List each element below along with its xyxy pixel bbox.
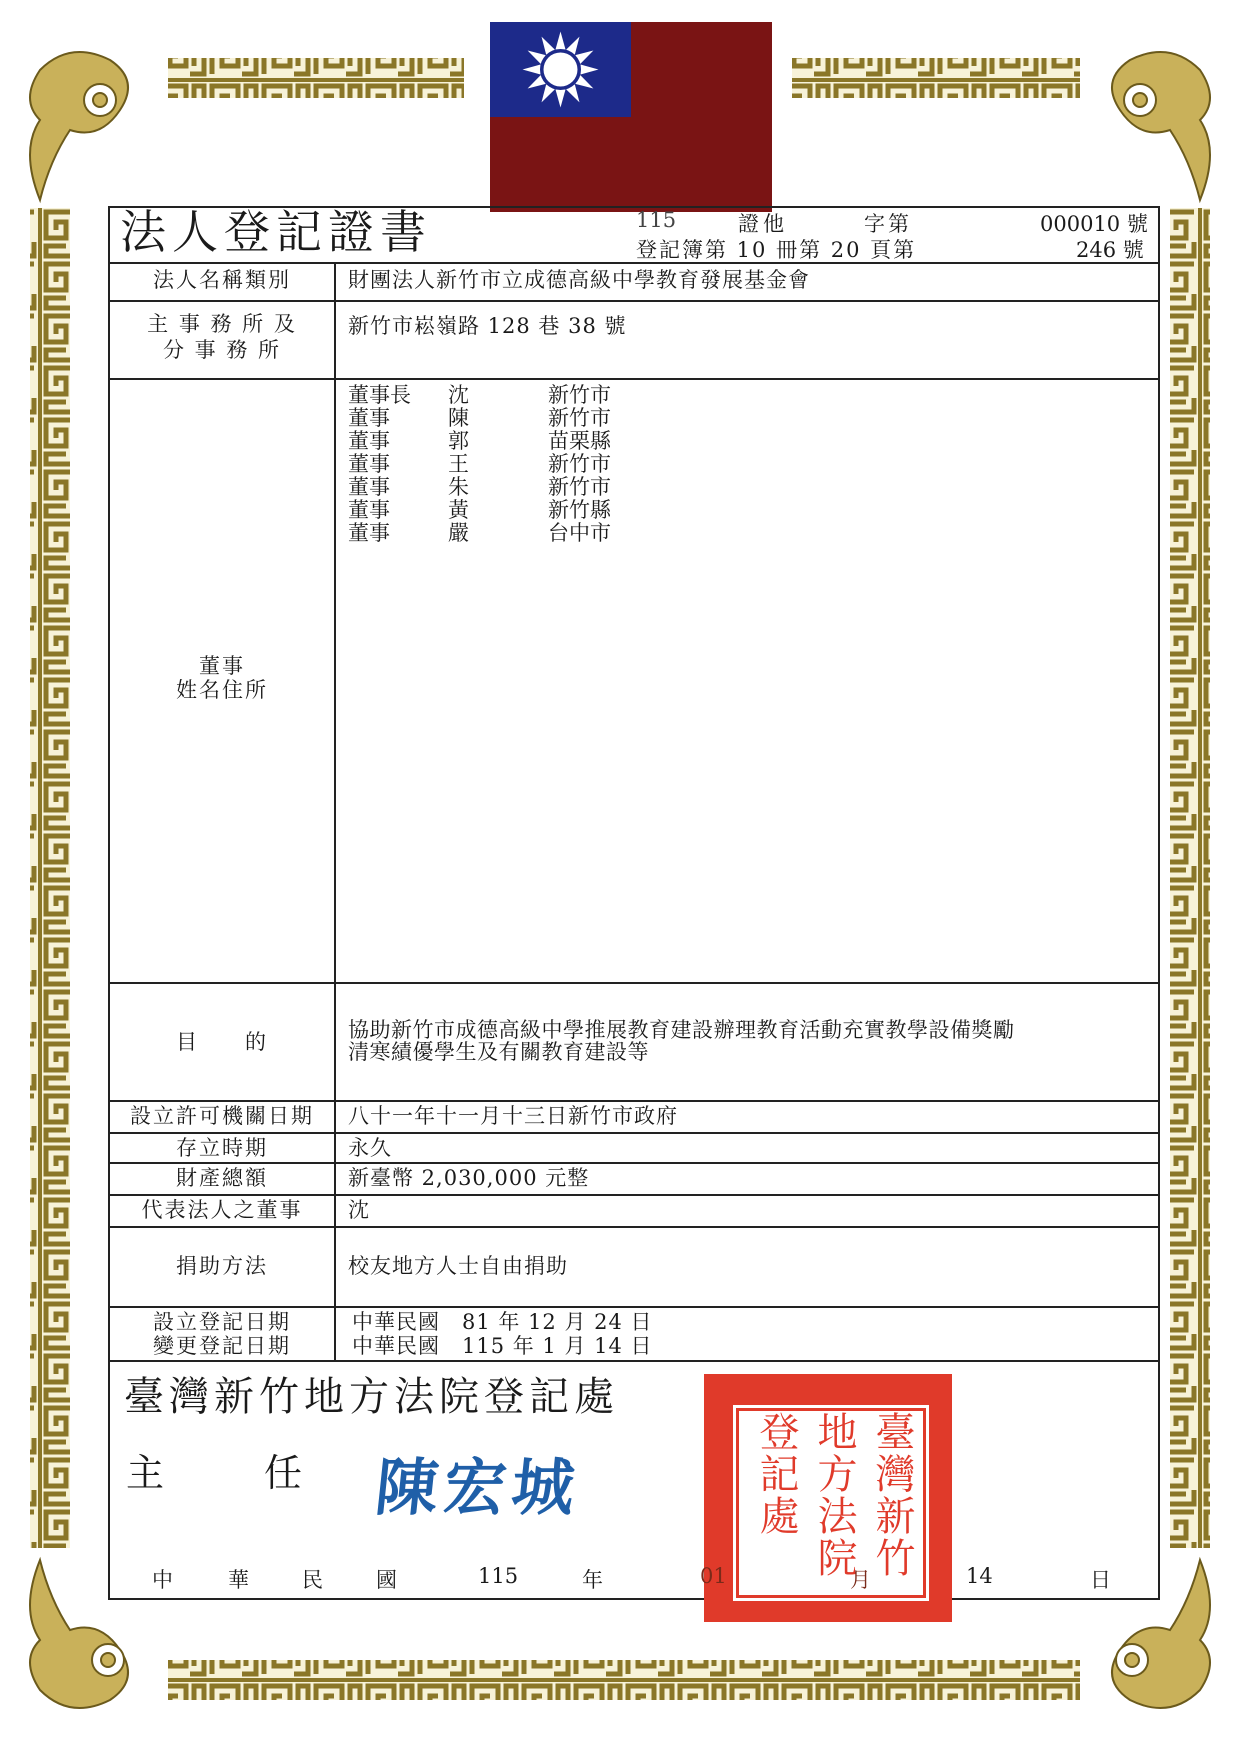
corner-ornament-tr [1112, 52, 1210, 200]
register-book-number: 246 號 [1076, 238, 1144, 262]
director-name: 嚴 [448, 521, 469, 545]
permit-value: 八十一年十一月十三日新竹市政府 [348, 1104, 678, 1128]
director-name: 王 [448, 452, 469, 476]
director-city: 新竹市 [548, 383, 611, 407]
office-label-line1: 主 事 務 所 及 [147, 312, 297, 336]
reg-date-value: 中華民國 81 年 12 月 24 日 [352, 1310, 653, 1334]
change-date-value: 中華民國 115 年 1 月 14 日 [352, 1334, 653, 1358]
change-date-label: 變更登記日期 [153, 1334, 291, 1358]
director-title: 董事 [348, 498, 390, 522]
chief-signature: 陳宏城 [372, 1451, 584, 1524]
name-label: 法人名稱類別 [153, 268, 291, 292]
directors-label-line2: 姓名住所 [176, 678, 268, 702]
cert-number: 000010 號 [1040, 212, 1148, 236]
certificate-title: 法人登記證書 [120, 205, 432, 259]
corporation-name: 財團法人新竹市立成德高級中學教育發展基金會 [348, 268, 810, 292]
registry-office-name: 臺灣新竹地方法院登記處 [124, 1374, 619, 1420]
border-top-left [168, 58, 464, 98]
register-book-line: 登記簿第 10 冊第 20 頁第 [636, 238, 917, 262]
office-address: 新竹市崧嶺路 128 巷 38 號 [348, 314, 627, 338]
donation-value: 校友地方人士自由捐助 [348, 1254, 568, 1278]
date-zhong: 中 [152, 1568, 173, 1592]
rep-label: 代表法人之董事 [141, 1198, 303, 1222]
purpose-line1: 協助新竹市成德高級中學推展教育建設辦理教育活動充實教學設備獎勵 [348, 1018, 1015, 1042]
director-title: 董事長 [348, 383, 411, 407]
date-year: 115 [478, 1564, 519, 1588]
border-left [30, 208, 70, 1548]
corner-ornament-bl [30, 1560, 128, 1708]
director-city: 台中市 [548, 521, 611, 545]
seal-text: 臺灣新竹地方法院登記處 [753, 1411, 915, 1579]
director-city: 新竹市 [548, 406, 611, 430]
duration-label: 存立時期 [176, 1136, 268, 1160]
director-title: 董事 [348, 429, 390, 453]
director-name: 陳 [448, 406, 469, 430]
official-seal [704, 1374, 952, 1622]
date-guo: 國 [376, 1568, 397, 1592]
director-name: 黃 [448, 498, 469, 522]
reg-date-label: 設立登記日期 [153, 1310, 291, 1334]
director-city: 新竹市 [548, 475, 611, 499]
date-month: 01 [700, 1564, 727, 1588]
director-city: 新竹縣 [548, 498, 611, 522]
director-name: 沈 [448, 383, 469, 407]
corner-ornament-br [1112, 1560, 1210, 1708]
donation-label: 捐助方法 [176, 1254, 268, 1278]
director-title: 董事 [348, 452, 390, 476]
chief-label: 主 任 [126, 1451, 311, 1495]
director-name: 郭 [448, 429, 469, 453]
assets-value: 新臺幣 2,030,000 元整 [348, 1166, 590, 1190]
directors-label-line1: 董事 [199, 654, 245, 678]
corner-ornament-tl [30, 52, 128, 200]
director-title: 董事 [348, 475, 390, 499]
purpose-label: 目 的 [176, 1030, 268, 1054]
national-flag [490, 22, 772, 212]
border-right [1170, 208, 1210, 1548]
cert-year: 115 [636, 208, 677, 232]
director-title: 董事 [348, 521, 390, 545]
date-ri: 日 [1090, 1568, 1111, 1592]
date-hua: 華 [228, 1568, 249, 1592]
date-nian: 年 [582, 1568, 603, 1592]
date-yue: 月 [850, 1568, 871, 1592]
assets-label: 財產總額 [176, 1166, 268, 1190]
border-bottom [168, 1660, 1080, 1700]
date-min: 民 [302, 1568, 323, 1592]
duration-value: 永久 [348, 1136, 392, 1160]
border-top-right [792, 58, 1080, 98]
director-city: 苗栗縣 [548, 429, 611, 453]
cert-word: 證他 [738, 212, 788, 236]
permit-label: 設立許可機關日期 [130, 1104, 314, 1128]
director-name: 朱 [448, 475, 469, 499]
office-label-line2: 分 事 務 所 [162, 338, 282, 362]
director-title: 董事 [348, 406, 390, 430]
date-day: 14 [966, 1564, 993, 1588]
purpose-line2: 清寒績優學生及有關教育建設等 [348, 1040, 649, 1064]
rep-value: 沈 [348, 1198, 370, 1222]
director-city: 新竹市 [548, 452, 611, 476]
cert-zi-di: 字第 [864, 212, 912, 236]
